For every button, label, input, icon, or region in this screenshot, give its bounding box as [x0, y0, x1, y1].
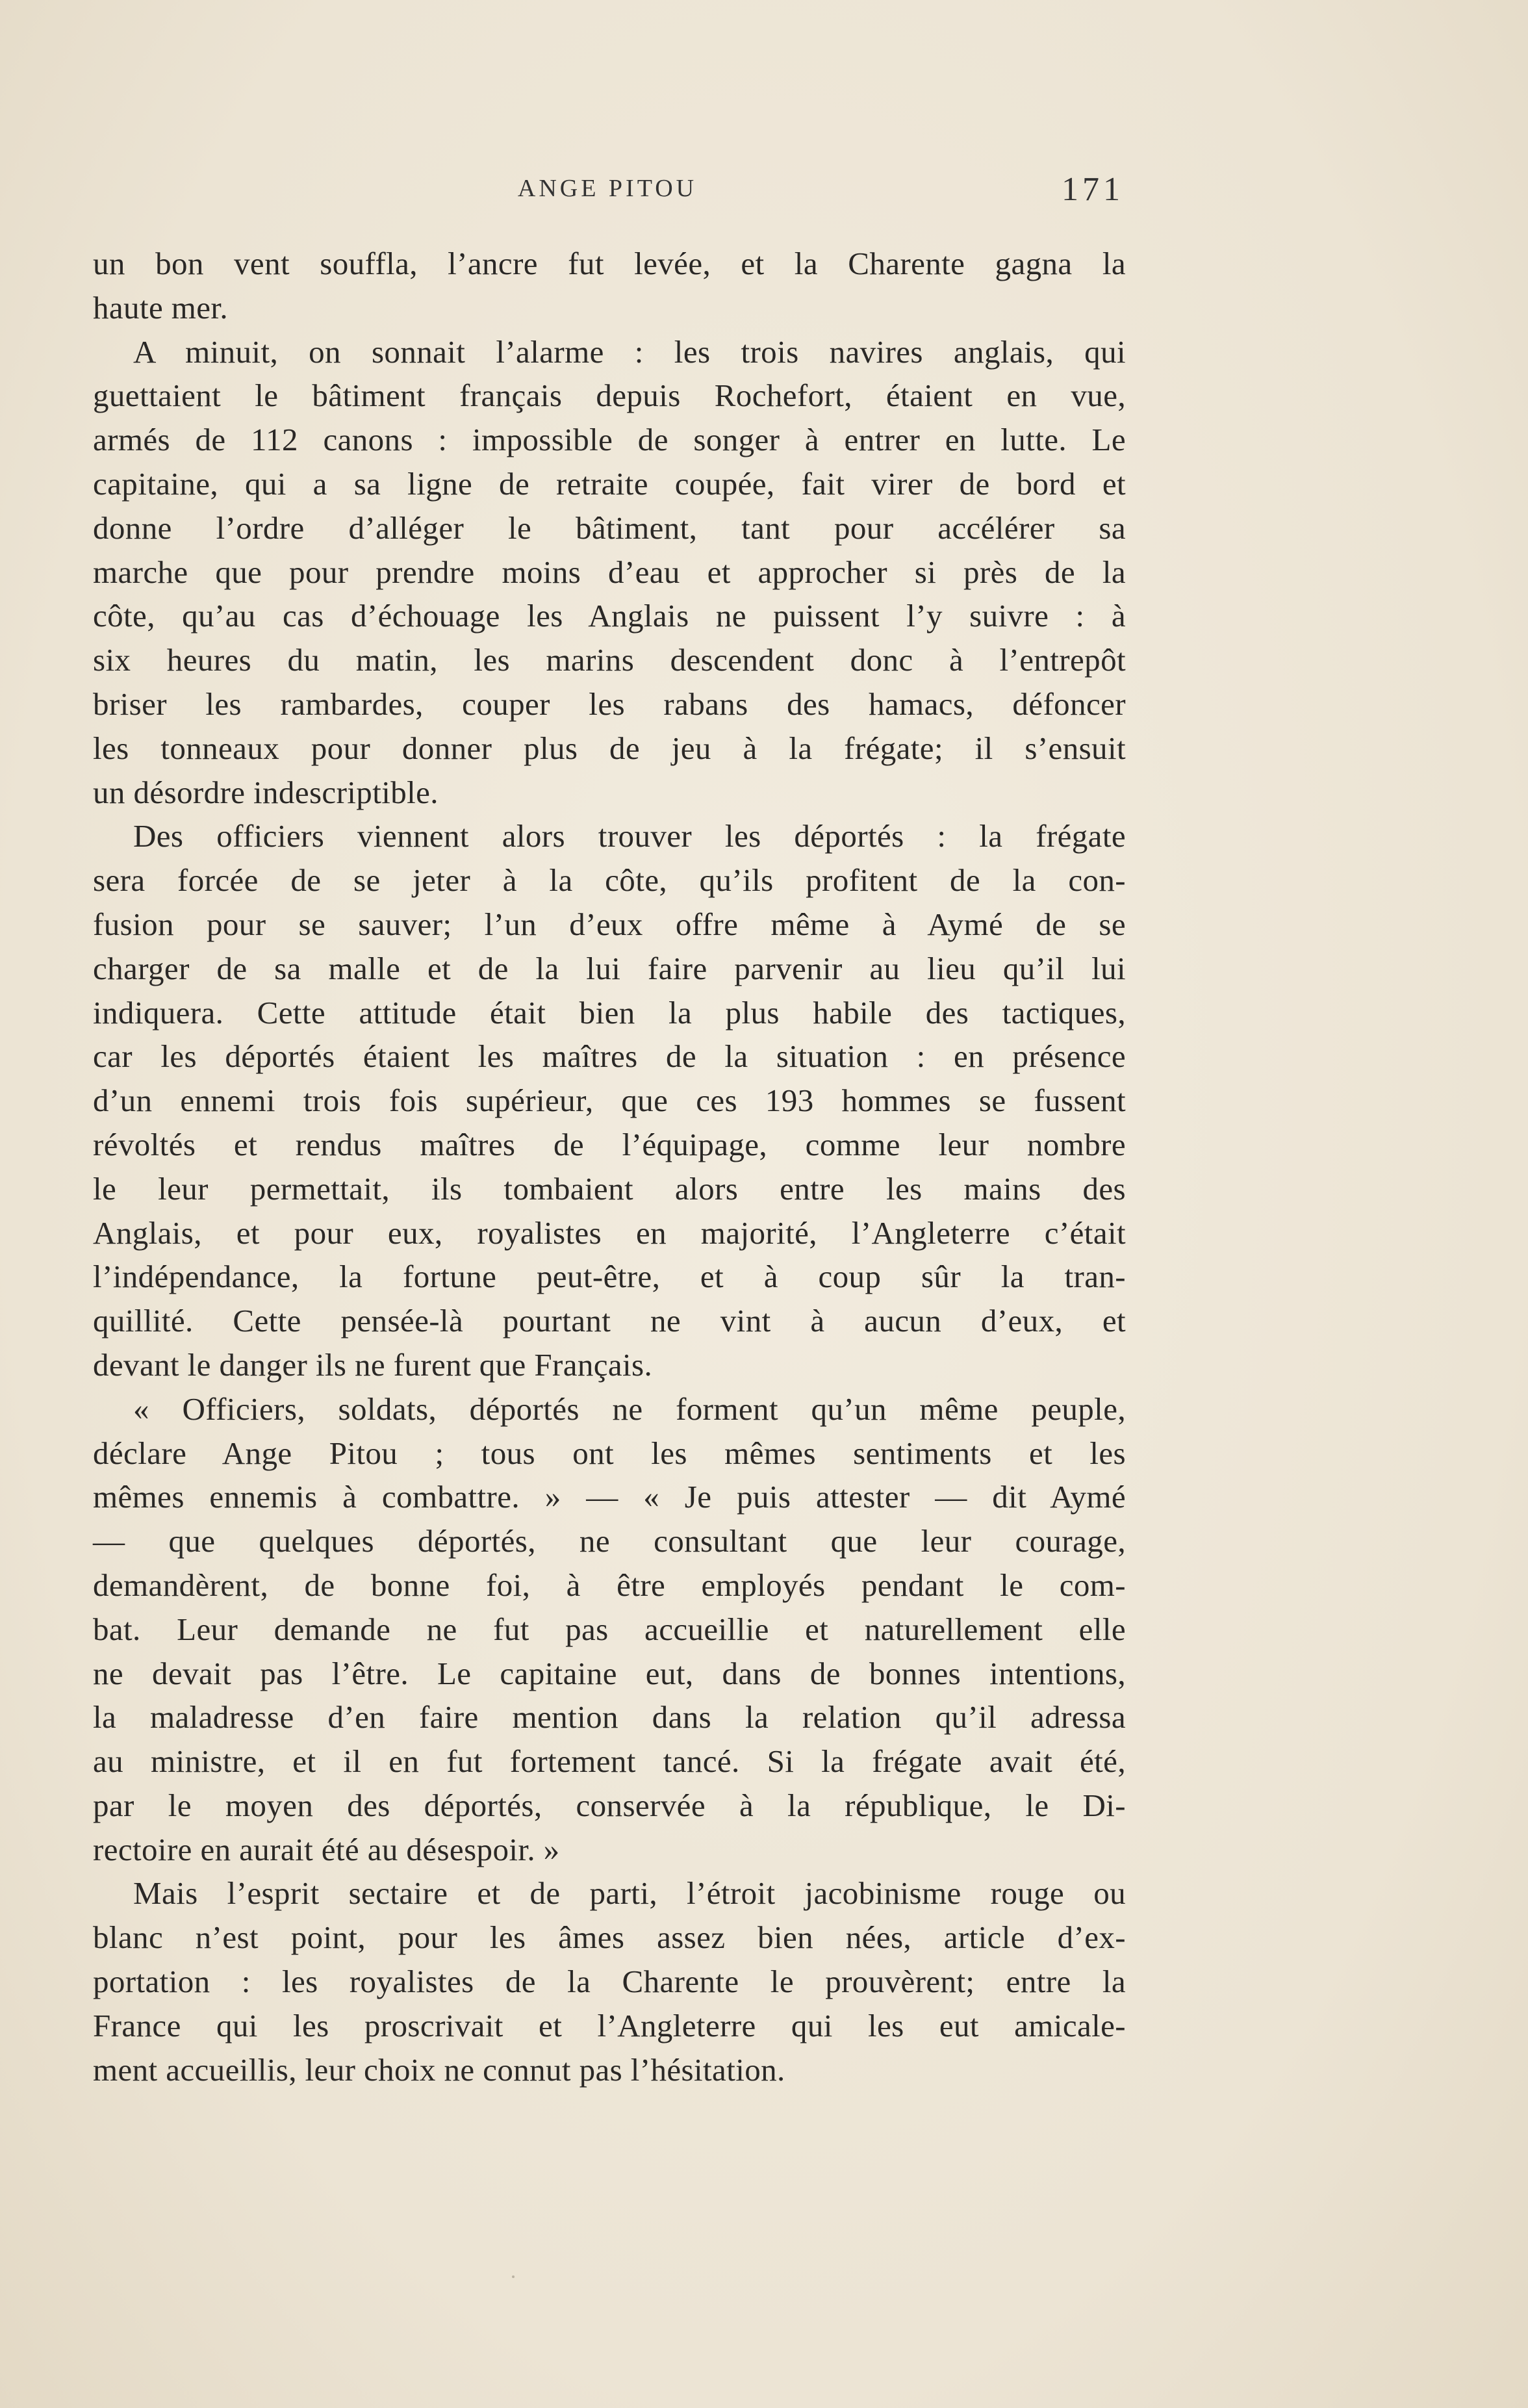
- text-line: ment accueillis, leur choix ne connut pas l’hésitation.: [93, 2051, 785, 2088]
- text-line: guettaient le bâtiment français depuis Rochefort, étaient en vue,: [93, 378, 1126, 414]
- running-head: [91, 171, 1124, 213]
- running-title: ANGE PITOU: [517, 175, 698, 202]
- text-line: d’un ennemi trois fois supérieur, que ces 193 hommes se fussent: [93, 1082, 1126, 1119]
- paper-speck: [512, 2275, 515, 2278]
- text-line: — que quelques déportés, ne consultant que leur courage,: [93, 1523, 1126, 1559]
- text-line: sera forcée de se jeter à la côte, qu’ils profitent de la con-: [93, 862, 1126, 899]
- text-line: blanc n’est point, pour les âmes assez bien nées, article d’ex-: [93, 1919, 1126, 1956]
- text-line: les tonneaux pour donner plus de jeu à la frégate; il s’ensuit: [93, 730, 1126, 766]
- text-line: devant le danger ils ne furent que Français.: [93, 1346, 653, 1383]
- text-line: car les déportés étaient les maîtres de la situation : en présence: [93, 1038, 1126, 1075]
- text-line: donne l’ordre d’alléger le bâtiment, tant pour accélérer sa: [93, 509, 1126, 546]
- text-line: ne devait pas l’être. Le capitaine eut, dans de bonnes intentions,: [93, 1655, 1126, 1691]
- text-line: fusion pour se sauver; l’un d’eux offre même à Aymé de se: [93, 906, 1126, 942]
- text-line: un désordre indescriptible.: [93, 774, 439, 810]
- text-line: le leur permettait, ils tombaient alors entre les mains des: [93, 1170, 1126, 1207]
- text-line: Anglais, et pour eux, royalistes en majorité, l’Angleterre c’était: [93, 1214, 1126, 1251]
- text-line: indiquera. Cette attitude était bien la plus habile des tactiques,: [93, 994, 1126, 1031]
- body-text: [93, 242, 1126, 2092]
- text-line: France qui les proscrivait et l’Angleterre qui les eut amicale-: [93, 2007, 1126, 2043]
- text-line: charger de sa malle et de la lui faire parvenir au lieu qu’il lui: [93, 950, 1126, 986]
- text-line: bat. Leur demande ne fut pas accueillie et naturellement elle: [93, 1611, 1126, 1647]
- text-line: quillité. Cette pensée-là pourtant ne vint à aucun d’eux, et: [93, 1303, 1126, 1339]
- text-line: par le moyen des déportés, conservée à la république, le Di-: [93, 1787, 1126, 1823]
- text-line: l’indépendance, la fortune peut-être, et à coup sûr la tran-: [93, 1259, 1126, 1295]
- text-line: au ministre, et il en fut fortement tancé. Si la frégate avait été,: [93, 1743, 1126, 1780]
- text-line: demandèrent, de bonne foi, à être employés pendant le com-: [93, 1567, 1126, 1603]
- paragraph-start-line: « Officiers, soldats, déportés ne forment qu’un même peuple,: [133, 1390, 1126, 1427]
- text-line: capitaine, qui a sa ligne de retraite coupée, fait virer de bord et: [93, 465, 1126, 502]
- text-line: déclare Ange Pitou ; tous ont les mêmes sentiments et les: [93, 1435, 1126, 1471]
- page-number: 171: [1062, 171, 1124, 208]
- text-line: haute mer.: [93, 289, 229, 326]
- text-line: armés de 112 canons : impossible de songer à entrer en lutte. Le: [93, 422, 1126, 458]
- text-line: rectoire en aurait été au désespoir. »: [93, 1831, 560, 1867]
- text-line: la maladresse d’en faire mention dans la relation qu’il adressa: [93, 1699, 1126, 1736]
- paragraph-start-line: Des officiers viennent alors trouver les déportés : la frégate: [133, 818, 1126, 854]
- text-line: briser les rambardes, couper les rabans des hamacs, défoncer: [93, 685, 1126, 722]
- text-line: portation : les royalistes de la Charente le prouvèrent; entre la: [93, 1964, 1126, 2000]
- text-line: six heures du matin, les marins descendent donc à l’entrepôt: [93, 642, 1126, 678]
- paragraph-start-line: Mais l’esprit sectaire et de parti, l’étroit jacobinisme rouge ou: [133, 1875, 1126, 1912]
- text-line: côte, qu’au cas d’échouage les Anglais ne puissent l’y suivre : à: [93, 598, 1126, 634]
- text-line: mêmes ennemis à combattre. » — « Je puis attester — dit Aymé: [93, 1479, 1126, 1515]
- text-line: un bon vent souffla, l’ancre fut levée, et la Charente gagna la: [93, 246, 1126, 281]
- paragraph-start-line: A minuit, on sonnait l’alarme : les trois navires anglais, qui: [133, 333, 1126, 370]
- text-line: marche que pour prendre moins d’eau et approcher si près de la: [93, 554, 1126, 590]
- text-line: révoltés et rendus maîtres de l’équipage, comme leur nombre: [93, 1126, 1126, 1162]
